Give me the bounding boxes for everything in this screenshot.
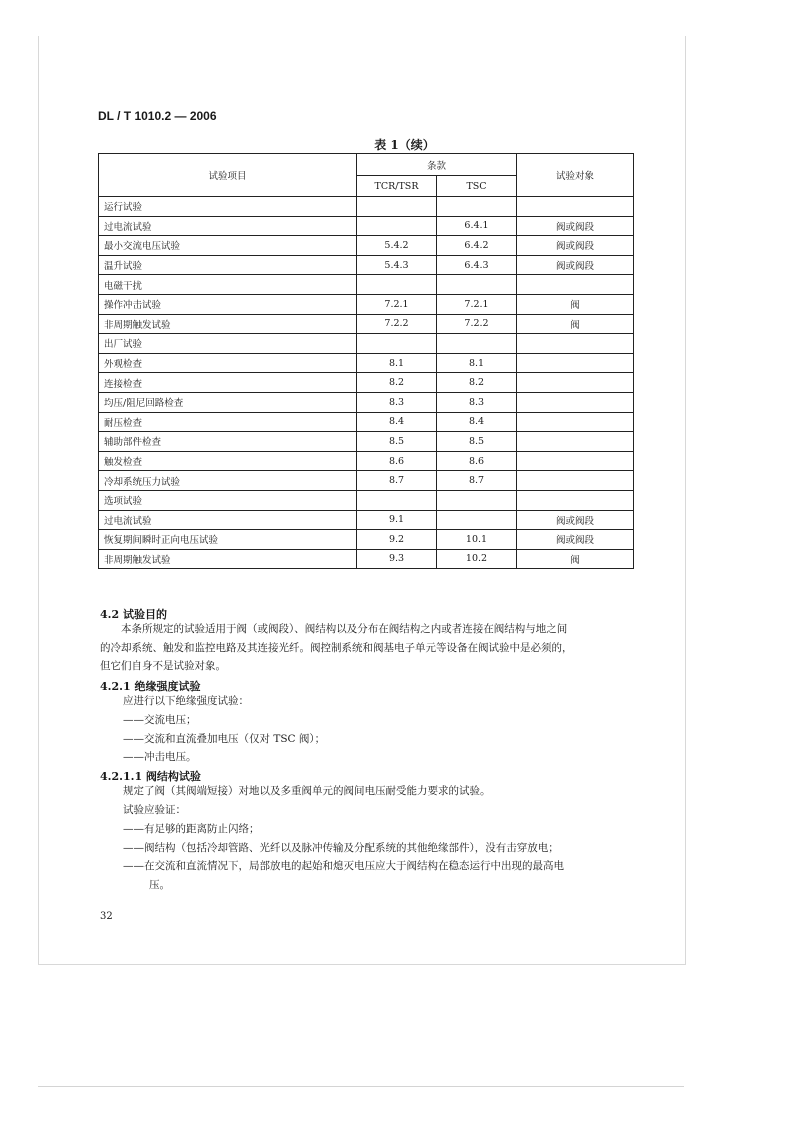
- cell-tcr-tsr-clause: [357, 334, 437, 354]
- cell-test-item: 恢复期间瞬时正向电压试验: [99, 530, 357, 550]
- cell-test-item: 冷却系统压力试验: [99, 471, 357, 491]
- cell-tcr-tsr-clause: 8.7: [357, 471, 437, 491]
- cell-test-item: 触发检查: [99, 451, 357, 471]
- page-bottom-rule: [38, 1086, 684, 1087]
- section-4-2-1-line: ——冲击电压。: [123, 751, 197, 763]
- cell-tsc-clause: [437, 510, 517, 530]
- cell-test-object: [517, 490, 634, 510]
- cell-tcr-tsr-clause: 5.4.3: [357, 255, 437, 275]
- cell-test-object: 阀或阀段: [517, 530, 634, 550]
- cell-tsc-clause: [437, 275, 517, 295]
- table-row: [99, 510, 634, 530]
- cell-tcr-tsr-clause: [357, 490, 437, 510]
- table-section-row: [99, 275, 634, 295]
- cell-test-object: 阀: [517, 549, 634, 569]
- cell-tcr-tsr-clause: 8.1: [357, 353, 437, 373]
- section-4-2-heading: 4.2 试验目的: [100, 608, 167, 621]
- header-clause: 条款: [357, 154, 517, 176]
- cell-test-object: [517, 392, 634, 412]
- cell-test-item: 外观检查: [99, 353, 357, 373]
- cell-test-item: 温升试验: [99, 255, 357, 275]
- cell-tsc-clause: [437, 197, 517, 217]
- cell-tcr-tsr-clause: 8.6: [357, 451, 437, 471]
- section-4-2-1-1-line: ——在交流和直流情况下，局部放电的起始和熄灭电压应大于阀结构在稳态运行中出现的最高电: [123, 860, 564, 872]
- table-row: [99, 412, 634, 432]
- table-row: [99, 471, 634, 491]
- cell-test-object: [517, 334, 634, 354]
- header-tsc: TSC: [437, 176, 517, 197]
- section-4-2-1-line: ——交流电压；: [123, 714, 197, 726]
- cell-tcr-tsr-clause: 8.4: [357, 412, 437, 432]
- table-row: [99, 353, 634, 373]
- table-row: [99, 255, 634, 275]
- cell-test-item: 耐压检查: [99, 412, 357, 432]
- cell-test-object: [517, 373, 634, 393]
- section-4-2-line: 的冷却系统、触发和监控电路及其连接光纤。阀控制系统和阀基电子单元等设备在阀试验中是必须的，: [100, 642, 573, 654]
- cell-tcr-tsr-clause: [357, 275, 437, 295]
- cell-tsc-clause: 7.2.1: [437, 294, 517, 314]
- table-section-row: [99, 334, 634, 354]
- cell-tcr-tsr-clause: 9.1: [357, 510, 437, 530]
- cell-test-item: 操作冲击试验: [99, 294, 357, 314]
- cell-test-item: 非周期触发试验: [99, 314, 357, 334]
- cell-test-object: [517, 353, 634, 373]
- standard-code: DL / T 1010.2 — 2006: [98, 109, 217, 123]
- cell-tsc-clause: 8.6: [437, 451, 517, 471]
- section-4-2-1-1-heading: 4.2.1.1 阀结构试验: [100, 770, 201, 783]
- table-title: 表 1（续）: [374, 138, 435, 152]
- section-4-2-1-1-line: 压。: [149, 879, 170, 891]
- table-section-row: [99, 197, 634, 217]
- cell-test-object: [517, 471, 634, 491]
- cell-test-item: 非周期触发试验: [99, 549, 357, 569]
- test-items-table: [98, 153, 634, 569]
- cell-tsc-clause: [437, 334, 517, 354]
- cell-tsc-clause: 10.2: [437, 549, 517, 569]
- cell-tcr-tsr-clause: 9.2: [357, 530, 437, 550]
- section-4-2-1-line: ——交流和直流叠加电压（仅对 TSC 阀）；: [123, 733, 326, 745]
- cell-test-item: 辅助部件检查: [99, 432, 357, 452]
- section-4-2-1-1-line: 规定了阀（其阀端短接）对地以及多重阀单元的阀间电压耐受能力要求的试验。: [123, 785, 491, 797]
- table-row: [99, 294, 634, 314]
- cell-tsc-clause: 6.4.2: [437, 236, 517, 256]
- cell-test-item: 选项试验: [99, 490, 357, 510]
- cell-test-object: 阀或阀段: [517, 216, 634, 236]
- cell-tcr-tsr-clause: 8.2: [357, 373, 437, 393]
- cell-test-item: 出厂试验: [99, 334, 357, 354]
- cell-test-item: 运行试验: [99, 197, 357, 217]
- cell-test-item: 最小交流电压试验: [99, 236, 357, 256]
- cell-tcr-tsr-clause: [357, 197, 437, 217]
- section-4-2-1-heading: 4.2.1 绝缘强度试验: [100, 680, 201, 693]
- cell-tsc-clause: 6.4.3: [437, 255, 517, 275]
- header-test-item: 试验项目: [99, 154, 357, 197]
- cell-test-object: [517, 451, 634, 471]
- section-4-2-1-1-line: ——有足够的距离防止闪络；: [123, 823, 260, 835]
- cell-tcr-tsr-clause: 7.2.2: [357, 314, 437, 334]
- table-row: [99, 432, 634, 452]
- table-body: [99, 197, 634, 569]
- section-4-2-1-line: 应进行以下绝缘强度试验：: [123, 695, 249, 707]
- section-4-2-line: 但它们自身不是试验对象。: [100, 660, 226, 672]
- table-row: [99, 373, 634, 393]
- cell-tsc-clause: 8.7: [437, 471, 517, 491]
- section-4-2-line: 本条所规定的试验适用于阀（或阀段）、阀结构以及分布在阀结构之内或者连接在阀结构与地之间: [121, 623, 568, 635]
- page-number: 32: [100, 911, 113, 922]
- cell-tsc-clause: 8.1: [437, 353, 517, 373]
- cell-test-item: 过电流试验: [99, 510, 357, 530]
- cell-tcr-tsr-clause: 8.3: [357, 392, 437, 412]
- cell-test-object: 阀或阀段: [517, 255, 634, 275]
- table-section-row: [99, 490, 634, 510]
- table-row: [99, 392, 634, 412]
- table-row: [99, 451, 634, 471]
- table-row: [99, 314, 634, 334]
- cell-tsc-clause: 8.3: [437, 392, 517, 412]
- cell-test-object: [517, 275, 634, 295]
- table-row: [99, 236, 634, 256]
- section-4-2-1-1-line: ——阀结构（包括冷却管路、光纤以及脉冲传输及分配系统的其他绝缘部件），没有击穿放电；: [123, 842, 559, 854]
- cell-test-object: [517, 432, 634, 452]
- cell-test-object: 阀: [517, 294, 634, 314]
- cell-tsc-clause: 6.4.1: [437, 216, 517, 236]
- cell-tsc-clause: 8.4: [437, 412, 517, 432]
- section-4-2-1-1-line: 试验应验证：: [123, 804, 186, 816]
- cell-tsc-clause: 7.2.2: [437, 314, 517, 334]
- header-tcr-tsr: TCR/TSR: [357, 176, 437, 197]
- cell-test-item: 电磁干扰: [99, 275, 357, 295]
- table-row: [99, 549, 634, 569]
- header-test-object: 试验对象: [517, 154, 634, 197]
- table-row: [99, 216, 634, 236]
- cell-tsc-clause: 8.2: [437, 373, 517, 393]
- cell-test-object: 阀或阀段: [517, 510, 634, 530]
- cell-test-item: 过电流试验: [99, 216, 357, 236]
- table-row: [99, 530, 634, 550]
- cell-test-item: 连接检查: [99, 373, 357, 393]
- cell-tsc-clause: [437, 490, 517, 510]
- cell-tcr-tsr-clause: 8.5: [357, 432, 437, 452]
- cell-test-object: [517, 412, 634, 432]
- cell-tsc-clause: 8.5: [437, 432, 517, 452]
- cell-test-object: [517, 197, 634, 217]
- cell-tcr-tsr-clause: [357, 216, 437, 236]
- cell-test-item: 均压/阻尼回路检查: [99, 392, 357, 412]
- cell-tsc-clause: 10.1: [437, 530, 517, 550]
- cell-test-object: 阀: [517, 314, 634, 334]
- cell-tcr-tsr-clause: 5.4.2: [357, 236, 437, 256]
- cell-test-object: 阀或阀段: [517, 236, 634, 256]
- cell-tcr-tsr-clause: 7.2.1: [357, 294, 437, 314]
- cell-tcr-tsr-clause: 9.3: [357, 549, 437, 569]
